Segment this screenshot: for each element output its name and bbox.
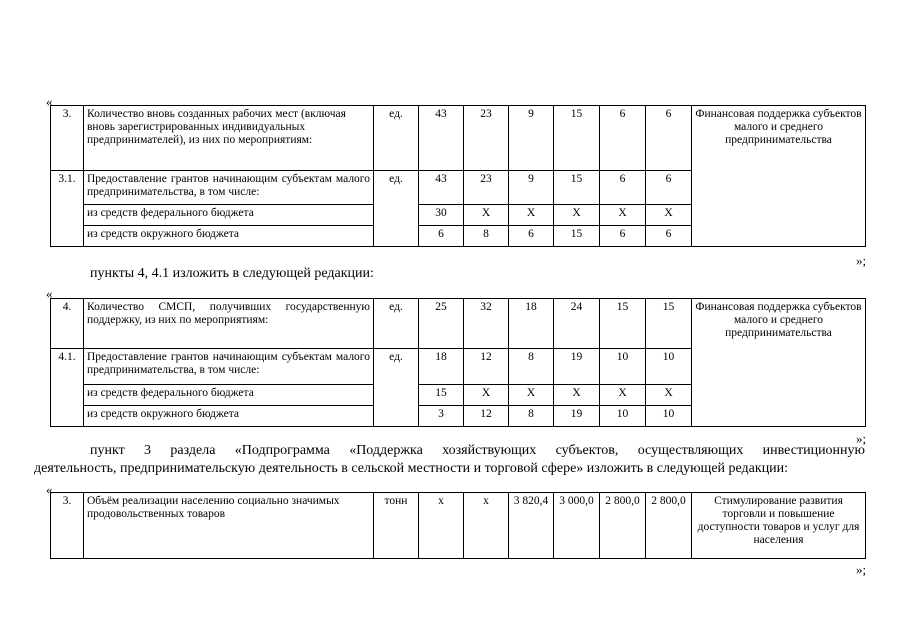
value-cell: X [600, 385, 646, 406]
value-cell: 15 [646, 299, 692, 349]
value-cell: X [646, 205, 692, 226]
opening-quote: « [46, 94, 53, 109]
table-row [51, 106, 866, 171]
value-cell: 15 [554, 106, 600, 171]
note-cell: Финансовая поддержка субъектов малого и среднего предпринимательства [692, 106, 866, 247]
value-cell: X [464, 385, 509, 406]
value-cell: х [464, 493, 509, 559]
unit-cell [374, 406, 419, 427]
indicator-name: Предоставление грантов начинающим субъектам малого предпринимательства, в том числе: [84, 349, 374, 385]
closing-quote: »; [856, 562, 867, 577]
value-cell: X [509, 205, 554, 226]
value-cell: 8 [509, 349, 554, 385]
value-cell: 10 [600, 349, 646, 385]
opening-quote: « [46, 482, 53, 497]
unit-cell [374, 205, 419, 226]
unit-cell: ед. [374, 106, 419, 171]
value-cell: 12 [464, 349, 509, 385]
unit-cell [374, 226, 419, 247]
value-cell: 15 [419, 385, 464, 406]
value-cell: 8 [464, 226, 509, 247]
value-cell: 10 [600, 406, 646, 427]
indicator-name: Объём реализации населению социально значимых продовольственных товаров [84, 493, 374, 559]
value-cell: 3 000,0 [554, 493, 600, 559]
row-number [51, 205, 84, 226]
value-cell: 25 [419, 299, 464, 349]
indicator-name: из средств федерального бюджета [84, 385, 374, 406]
paragraph-line: деятельность, предпринимательскую деятельность в сельской местности и торговой сфере» изложить в следующей редакции: [34, 461, 789, 476]
value-cell: 8 [509, 406, 554, 427]
value-cell: 6 [600, 106, 646, 171]
value-cell: 15 [554, 226, 600, 247]
value-cell: 24 [554, 299, 600, 349]
note-cell: Финансовая поддержка субъектов малого и среднего предпринимательства [692, 299, 866, 427]
note-cell: Стимулирование развития торговли и повышение доступности товаров и услуг для населения [692, 493, 866, 559]
value-cell: 15 [554, 171, 600, 205]
indicator-name: Предоставление грантов начинающим субъектам малого предпринимательства, в том числе: [84, 171, 374, 205]
value-cell: 32 [464, 299, 509, 349]
paragraph-line: пункт 3 раздела «Подпрограмма «Поддержка хозяйствующих субъектов, осуществляющих инвестиционную [90, 443, 865, 458]
indicator-name: из средств федерального бюджета [84, 205, 374, 226]
paragraph-instruction-2 [34, 442, 865, 478]
paragraph-instruction-1: пункты 4, 4.1 изложить в следующей редакции: [90, 266, 374, 281]
value-cell: 6 [646, 226, 692, 247]
value-cell: 9 [509, 171, 554, 205]
value-cell: 6 [509, 226, 554, 247]
indicator-name: из средств окружного бюджета [84, 226, 374, 247]
indicator-name: Количество вновь созданных рабочих мест (включая вновь зарегистрированных индивидуальных предпринимателей), из них по мероприятиям: [84, 106, 374, 171]
unit-cell [374, 385, 419, 406]
value-cell: 6 [600, 171, 646, 205]
value-cell: 6 [646, 171, 692, 205]
value-cell: 19 [554, 349, 600, 385]
indicator-table-2 [50, 298, 866, 427]
value-cell: 10 [646, 349, 692, 385]
row-number: 3. [51, 106, 84, 171]
value-cell: 15 [600, 299, 646, 349]
unit-cell: ед. [374, 349, 419, 385]
value-cell: 18 [509, 299, 554, 349]
value-cell: X [600, 205, 646, 226]
value-cell: 43 [419, 171, 464, 205]
row-number [51, 385, 84, 406]
value-cell: 3 820,4 [509, 493, 554, 559]
value-cell: х [419, 493, 464, 559]
table-row [51, 493, 866, 559]
indicator-name: Количество СМСП, получивших государственную поддержку, из них по мероприятиям: [84, 299, 374, 349]
value-cell: X [554, 385, 600, 406]
value-cell: 12 [464, 406, 509, 427]
value-cell: 6 [419, 226, 464, 247]
unit-cell: ед. [374, 299, 419, 349]
unit-cell: ед. [374, 171, 419, 205]
value-cell: 2 800,0 [646, 493, 692, 559]
value-cell: 6 [600, 226, 646, 247]
value-cell: X [464, 205, 509, 226]
unit-cell: тонн [374, 493, 419, 559]
opening-quote: « [46, 286, 53, 301]
value-cell: 18 [419, 349, 464, 385]
indicator-table-3 [50, 492, 866, 559]
row-number: 3.1. [51, 171, 84, 205]
row-number [51, 226, 84, 247]
value-cell: X [646, 385, 692, 406]
value-cell: 19 [554, 406, 600, 427]
row-number: 3. [51, 493, 84, 559]
value-cell: 30 [419, 205, 464, 226]
value-cell: 6 [646, 106, 692, 171]
value-cell: 23 [464, 171, 509, 205]
value-cell: 3 [419, 406, 464, 427]
indicator-name: из средств окружного бюджета [84, 406, 374, 427]
table-row [51, 299, 866, 349]
closing-quote: »; [856, 431, 867, 446]
closing-quote: »; [856, 253, 867, 268]
value-cell: 43 [419, 106, 464, 171]
value-cell: X [509, 385, 554, 406]
value-cell: X [554, 205, 600, 226]
value-cell: 9 [509, 106, 554, 171]
value-cell: 2 800,0 [600, 493, 646, 559]
indicator-table-1 [50, 105, 866, 247]
value-cell: 10 [646, 406, 692, 427]
row-number: 4.1. [51, 349, 84, 385]
value-cell: 23 [464, 106, 509, 171]
row-number [51, 406, 84, 427]
row-number: 4. [51, 299, 84, 349]
